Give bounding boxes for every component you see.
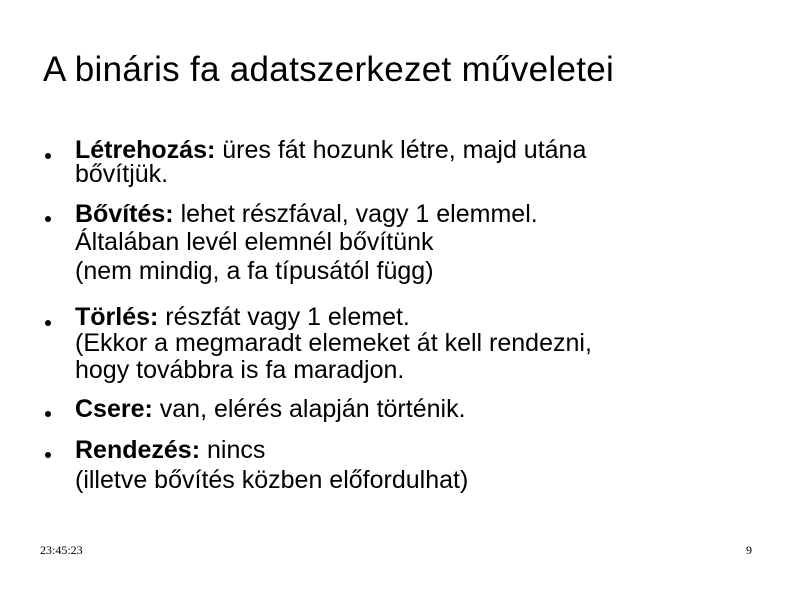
bullet-term: Létrehozás: <box>75 136 216 164</box>
bullet-text: lehet részfával, vagy 1 elemmel. <box>173 200 538 228</box>
bullet-term: Rendezés: <box>75 436 201 464</box>
bullet-line <box>75 397 466 421</box>
bullet-continuation-line: (Ekkor a megmaradt elemeket át kell rendezni, <box>75 329 592 357</box>
bullet-continuation-line: (nem mindig, a fa típusától függ) <box>75 257 434 285</box>
page-number: 9 <box>746 543 752 557</box>
bullet-line <box>75 138 586 162</box>
bullet-continuation-line: Általában levél elemnél bővítünk <box>75 228 434 256</box>
bullet-text: van, elérés alapján történik. <box>152 395 466 423</box>
bullet-term: Törlés: <box>75 303 159 331</box>
bullet-text: nincs <box>200 436 266 464</box>
bullet-line <box>75 438 265 462</box>
bullet-line <box>75 202 538 226</box>
slide-title: A bináris fa adatszerkezet műveletei <box>43 50 615 89</box>
bullet-continuation-line: bővítjük. <box>75 160 169 188</box>
bullet-dot-icon <box>45 153 51 159</box>
bullet-continuation-line: (illetve bővítés közben előfordulhat) <box>75 466 469 494</box>
footer-time: 23:45:23 <box>40 543 83 557</box>
bullet-dot-icon <box>45 216 51 222</box>
bullet-text: üres fát hozunk létre, majd utána <box>215 136 587 164</box>
bullet-dot-icon <box>45 320 51 326</box>
bullet-term: Bővítés: <box>75 200 174 228</box>
bullet-line <box>75 305 410 329</box>
bullet-text: részfát vagy 1 elemet. <box>158 303 410 331</box>
bullet-term: Csere: <box>75 395 153 423</box>
bullet-dot-icon <box>45 411 51 417</box>
bullet-dot-icon <box>45 452 51 458</box>
bullet-continuation-line: hogy továbbra is fa maradjon. <box>75 356 405 384</box>
